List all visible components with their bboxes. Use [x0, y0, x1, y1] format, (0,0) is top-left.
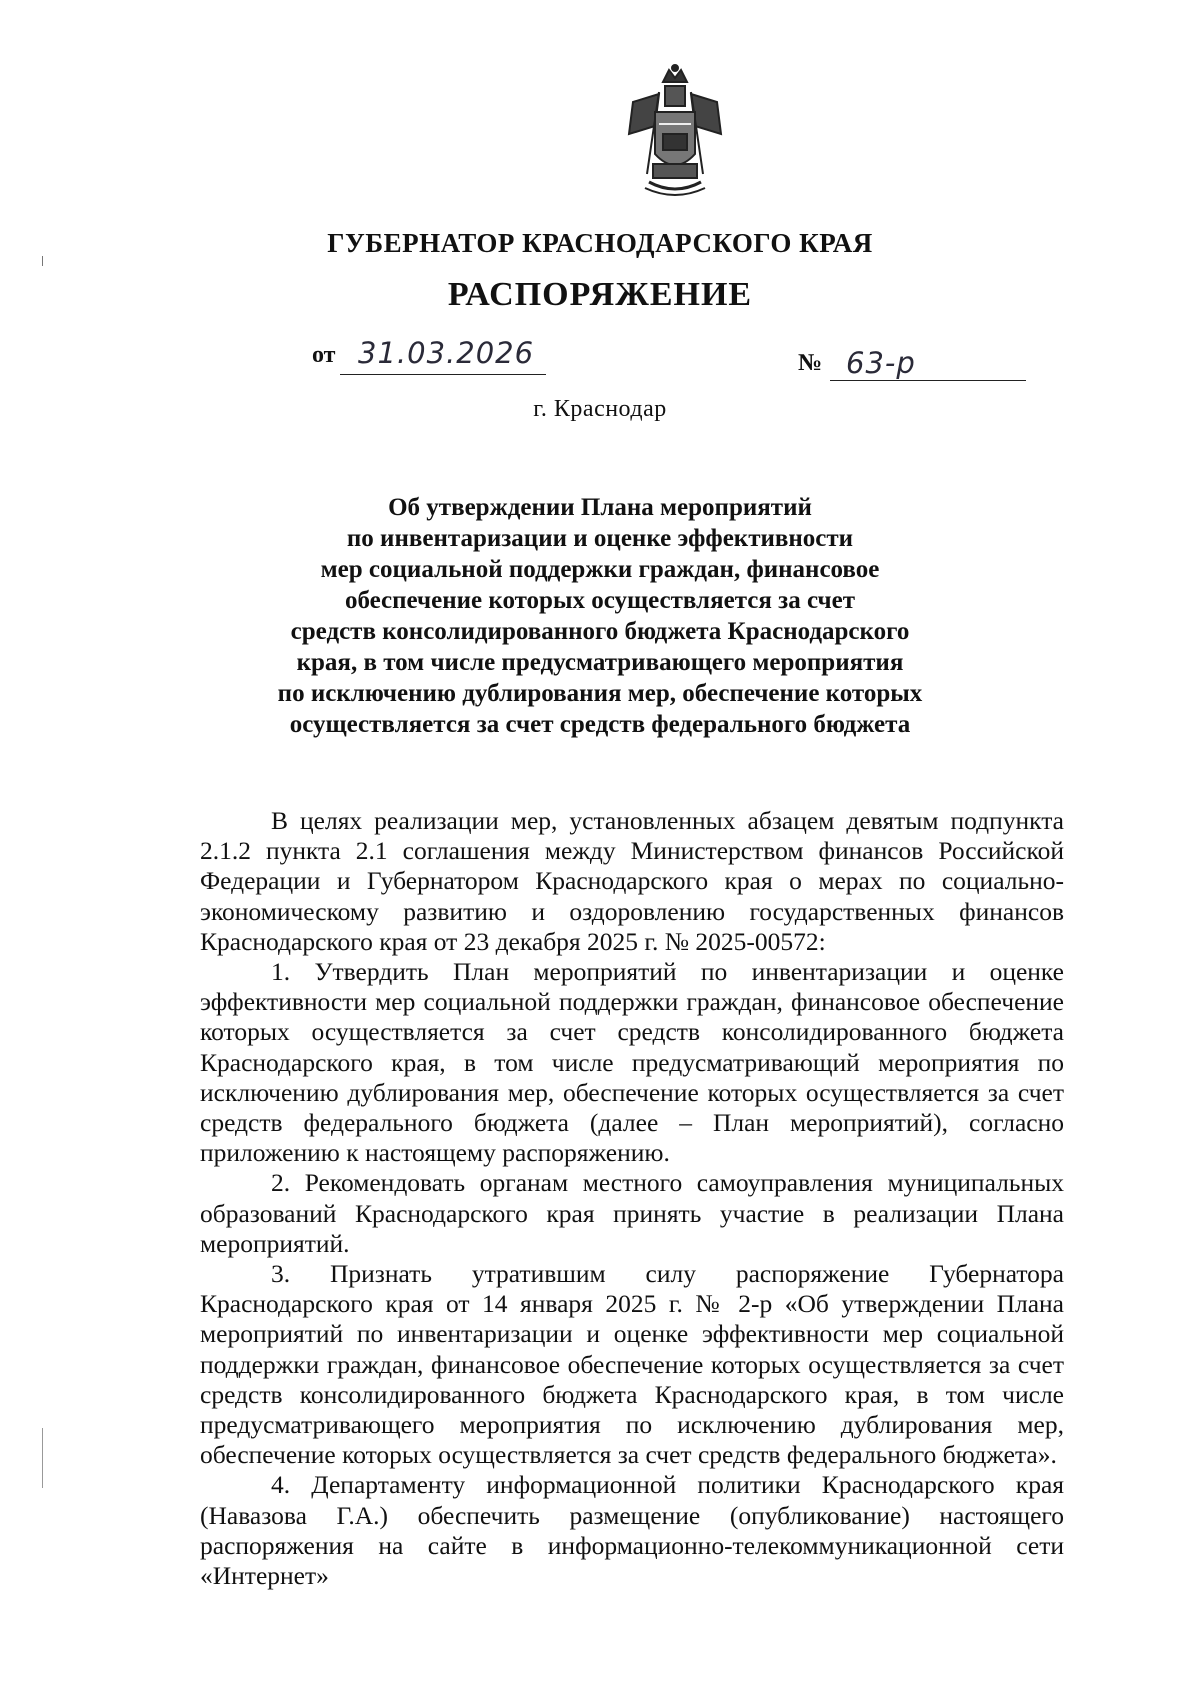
- document-title: [200, 492, 1000, 740]
- preamble-paragraph: В целях реализации мер, установленных абзацем девятым подпункта 2.1.2 пункта 2.1 соглашения между Министерством финансов Российской Федерации и Губернатором Краснодарского края о мерах по социально-экономическому развитию и оздоровлению государственных финансов Краснодарского края от 23 декабря 2025 г. № 2025-00572:: [200, 806, 1064, 956]
- document-type-heading: РАСПОРЯЖЕНИЕ: [447, 276, 753, 313]
- handwritten-number: 63-р: [846, 346, 916, 380]
- scan-margin-mark: [42, 256, 43, 266]
- item-4-paragraph: 4. Департаменту информационной политики Краснодарского края (Навазова Г.А.) обеспечить размещение (опубликование) настоящего распоряжения на сайте в информационно-телекоммуникационной сети «Интернет»: [200, 1470, 1064, 1591]
- document-body: [200, 806, 1064, 1591]
- title-line: Об утверждении Плана мероприятий: [388, 494, 812, 521]
- authority-heading: ГУБЕРНАТОР КРАСНОДАРСКОГО КРАЯ: [327, 228, 873, 258]
- title-line: мер социальной поддержки граждан, финансовое: [320, 556, 880, 583]
- handwritten-date: 31.03.2026: [358, 336, 535, 370]
- item-1-paragraph: 1. Утвердить План мероприятий по инвентаризации и оценке эффективности мер социальной поддержки граждан, финансовое обеспечение которых осуществляется за счет средств консолидированного бюджета Краснодарского края, в том числе предусматривающий мероприятия по исключению дублирования мер, обеспечение которых осуществляется за счет средств федерального бюджета (далее – План мероприятий), согласно приложению к настоящему распоряжению.: [200, 957, 1064, 1168]
- title-line: по исключению дублирования мер, обеспечение которых: [277, 680, 923, 707]
- title-line: осуществляется за счет средств федерального бюджета: [289, 711, 911, 738]
- item-2-paragraph: 2. Рекомендовать органам местного самоуправления муниципальных образований Краснодарского края принять участие в реализации Плана мероприятий.: [200, 1168, 1064, 1258]
- number-underline: [830, 380, 1026, 381]
- title-line: обеспечение которых осуществляется за счет: [344, 587, 856, 614]
- coat-of-arms-emblem-icon: [619, 64, 731, 204]
- date-label: от: [312, 342, 336, 368]
- title-line: средств консолидированного бюджета Краснодарского: [290, 618, 910, 645]
- number-label: №: [798, 350, 823, 376]
- scan-margin-mark: [42, 1428, 43, 1488]
- title-line: края, в том числе предусматривающего мероприятия: [296, 649, 904, 676]
- item-3-paragraph: 3. Признать утратившим силу распоряжение Губернатора Краснодарского края от 14 января 2025 г. № 2-р «Об утверждении Плана мероприятий по инвентаризации и оценке эффективности мер социальной поддержки граждан, финансовое обеспечение которых осуществляется за счет средств консолидированного бюджета Краснодарского края, в том числе предусматривающего мероприятия по исключению дублирования мер, обеспечение которых осуществляется за счет средств федерального бюджета».: [200, 1259, 1064, 1470]
- title-line: по инвентаризации и оценке эффективности: [346, 525, 854, 552]
- city-line: г. Краснодар: [533, 396, 667, 422]
- date-underline: [340, 374, 546, 375]
